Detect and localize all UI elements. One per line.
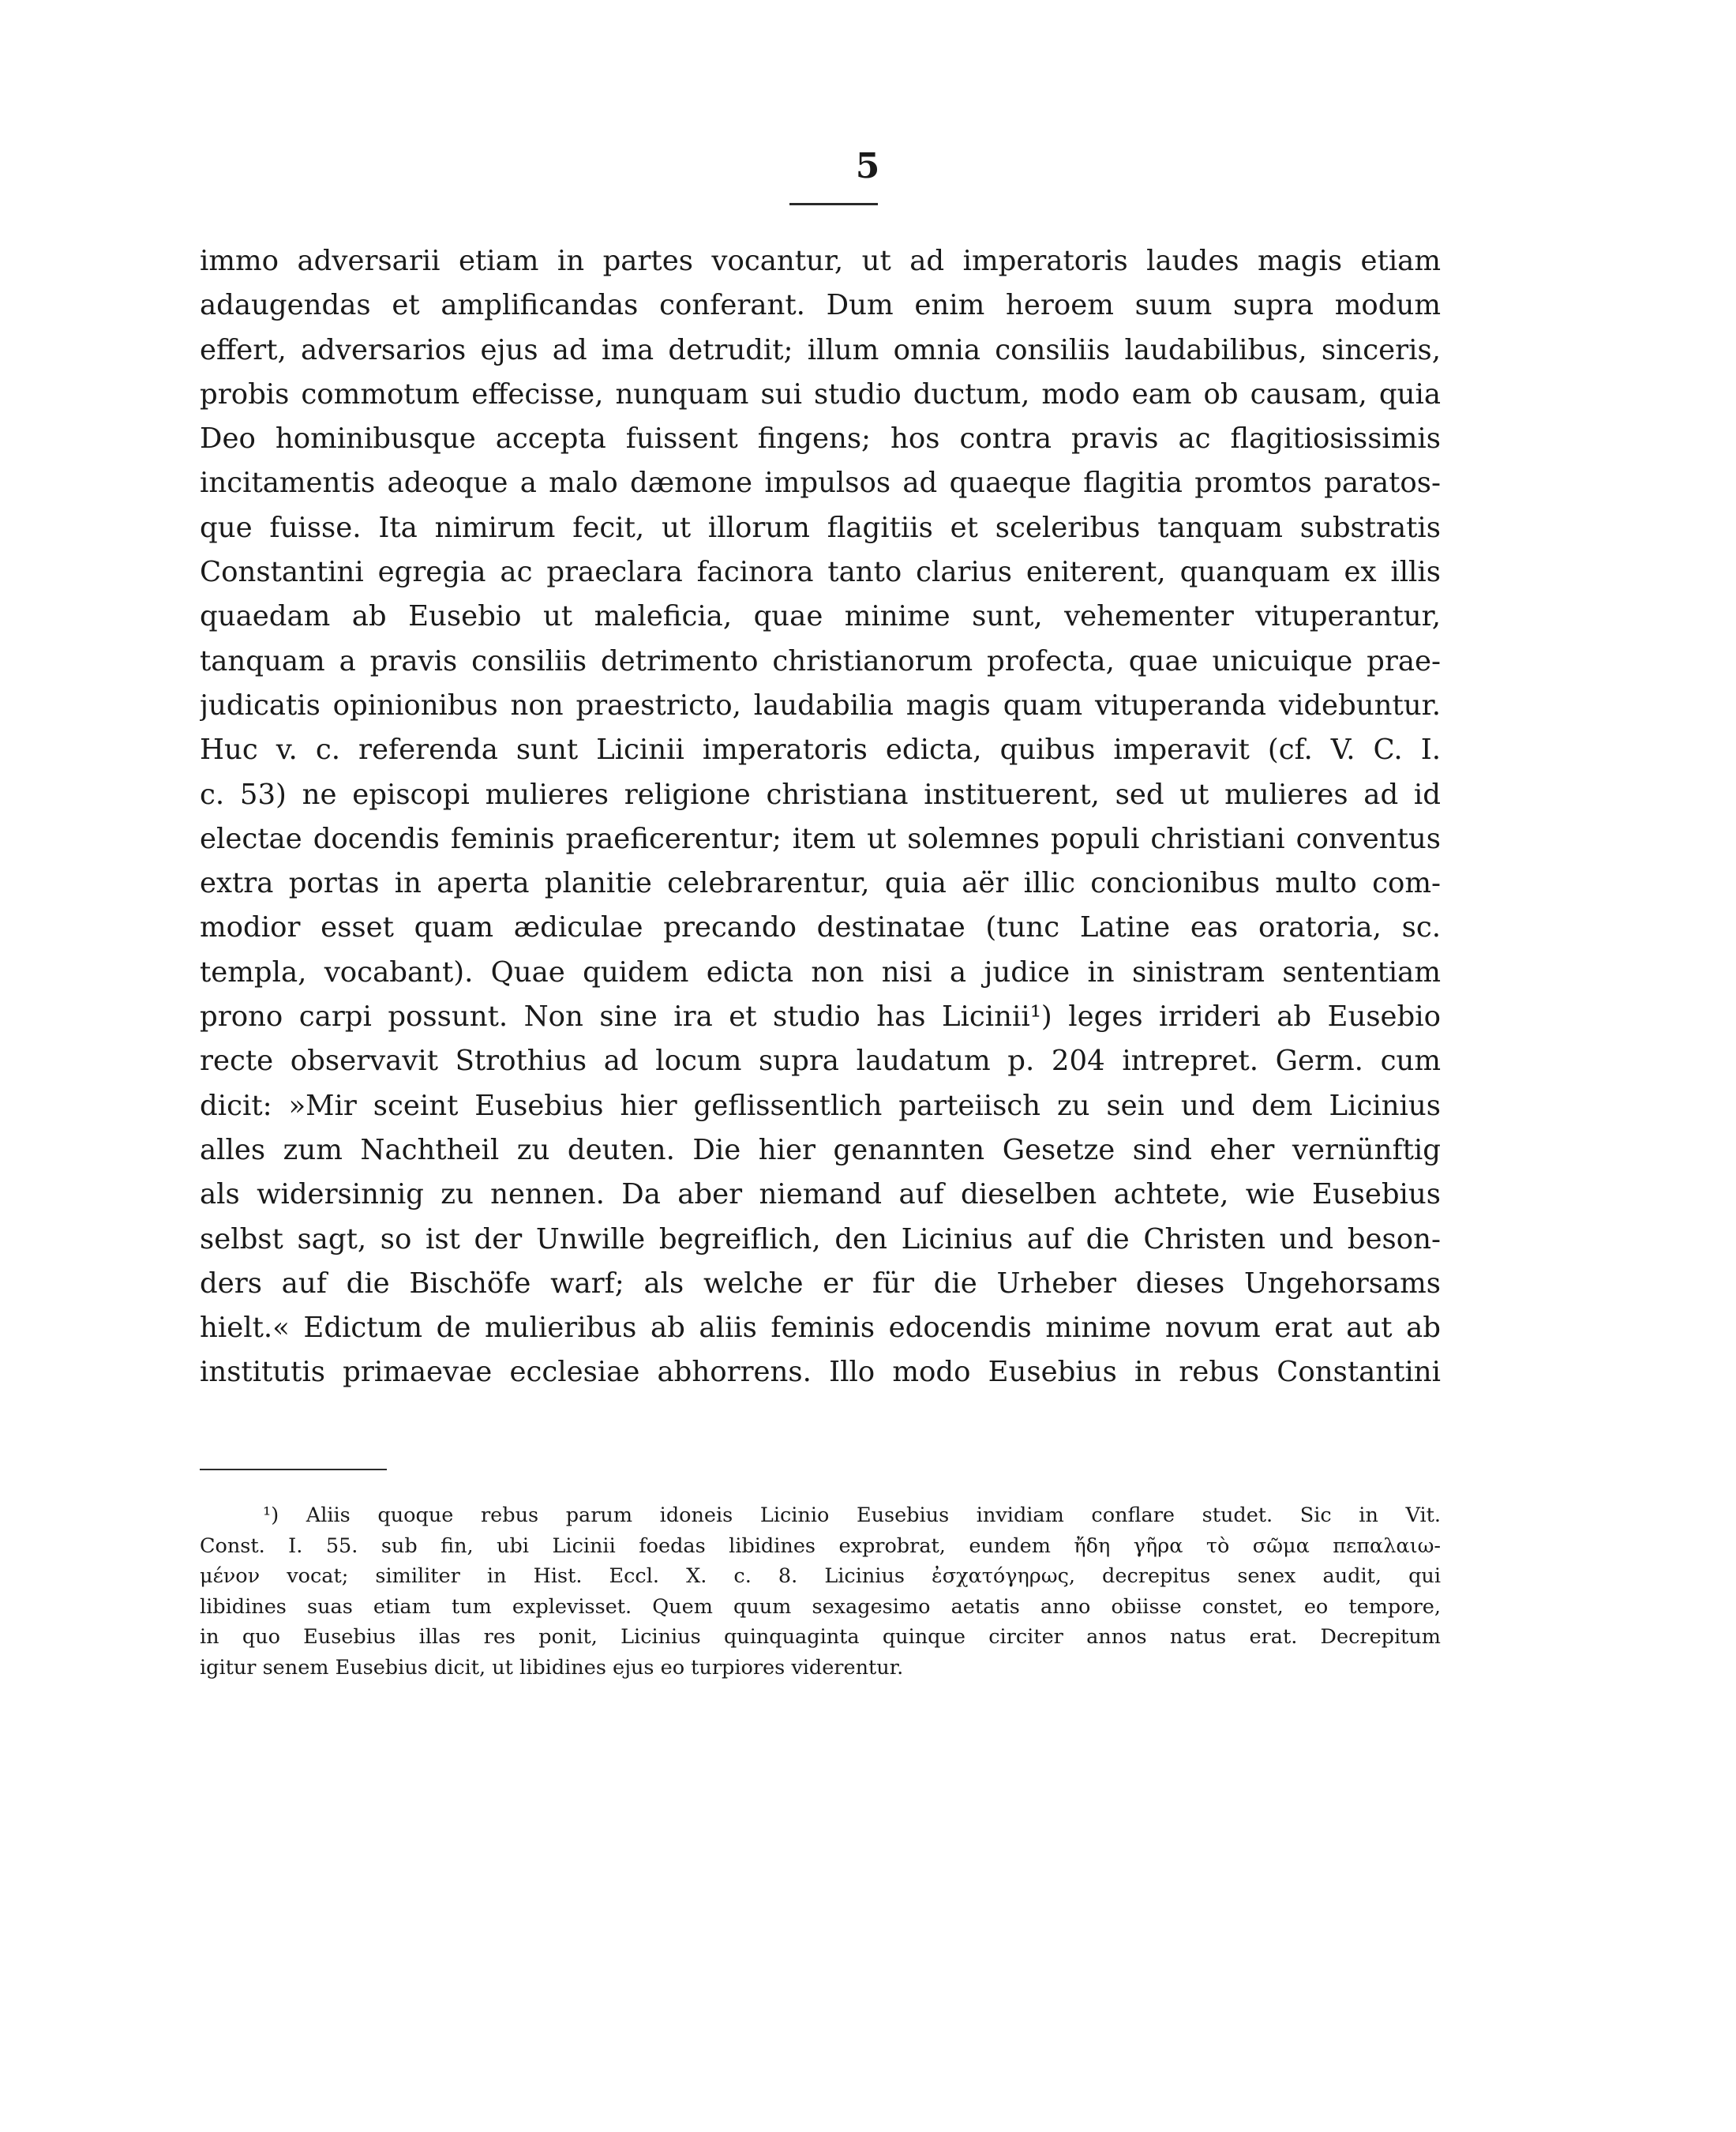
text-line: probis commotum effecisse, nunquam sui studio ductum, modo eam ob causam, quia (200, 377, 1441, 411)
text-line: alles zum Nachtheil zu deuten. Die hier genannten Gesetze sind eher vernünftig (200, 1133, 1441, 1166)
text-line: effert, adversarios ejus ad ima detrudit; illum omnia consiliis laudabilibus, sinceris, (200, 333, 1441, 366)
text-line: selbst sagt, so ist der Unwille begreiflich, den Licinius auf die Christen und beson- (200, 1222, 1441, 1256)
footnote-line: in quo Eusebius illas res ponit, Licinius quinquaginta quinque circiter annos natus erat. Decrepitum (200, 1625, 1441, 1649)
page-number: 5 (855, 146, 881, 186)
text-line: hielt.« Edictum de mulieribus ab aliis feminis edocendis minime novum erat aut ab (200, 1312, 1441, 1345)
text-line: ders auf die Bischöfe warf; als welche er für die Urheber dieses Ungehorsams (200, 1267, 1441, 1300)
text-line: Huc v. c. referenda sunt Licinii imperatoris edicta, quibus imperavit (cf. V. C. I. (200, 734, 1441, 767)
text-line: tanquam a pravis consiliis detrimento christianorum profecta, quae unicuique prae- (200, 644, 1441, 678)
text-line: recte observavit Strothius ad locum supra laudatum p. 204 intrepret. Germ. cum (200, 1045, 1441, 1078)
footnote (200, 1500, 1441, 1683)
header-rule (789, 203, 878, 205)
text-line: institutis primaevae ecclesiae abhorrens. Illo modo Eusebius in rebus Constantini (200, 1356, 1441, 1389)
text-line: immo adversarii etiam in partes vocantur, ut ad imperatoris laudes magis etiam (200, 245, 1441, 277)
footnote-line: Const. I. 55. sub fin, ubi Licinii foedas libidines exprobrat, eundem ἤδη γῆρα τὸ σῶμα πεπαλαιω- (200, 1533, 1441, 1558)
body-text (200, 239, 1441, 1395)
text-line: Deo hominibusque accepta fuissent fingens; hos contra pravis ac flagitiosissimis (200, 422, 1441, 456)
text-line: c. 53) ne episcopi mulieres religione christiana instituerent, sed ut mulieres ad id (200, 778, 1441, 811)
footnote-line: libidines suas etiam tum explevisset. Quem quum sexagesimo aetatis anno obiisse constet, eo tempore, (200, 1594, 1441, 1619)
text-line: judicatis opinionibus non praestricto, laudabilia magis quam vituperanda videbuntur. (200, 689, 1441, 722)
text-line: quaedam ab Eusebio ut maleficia, quae minime sunt, vehementer vituperantur, (200, 600, 1441, 633)
text-line: que fuisse. Ita nimirum fecit, ut illorum flagitiis et sceleribus tanquam substratis (200, 511, 1441, 544)
text-line: als widersinnig zu nennen. Da aber niemand auf dieselben achtete, wie Eusebius (200, 1178, 1441, 1211)
text-line: modior esset quam ædiculae precando destinatae (tunc Latine eas oratoria, sc. (200, 911, 1441, 944)
footnote-line: ¹) Aliis quoque rebus parum idoneis Licinio Eusebius invidiam conflare studet. Sic in Vit. (263, 1503, 1441, 1527)
footnote-rule (200, 1469, 387, 1470)
text-line: electae docendis feminis praeficerentur; item ut solemnes populi christiani conventus (200, 822, 1441, 855)
footnote-line: μένον vocat; similiter in Hist. Eccl. X. c. 8. Licinius ἐσχατόγηρως, decrepitus senex audit, qui (200, 1564, 1441, 1588)
text-line: templa, vocabant). Quae quidem edicta non nisi a judice in sinistram sententiam (200, 955, 1441, 989)
text-line: incitamentis adeoque a malo dæmone impulsos ad quaeque flagitia promtos paratos- (200, 467, 1441, 500)
footnote-line: igitur senem Eusebius dicit, ut libidines ejus eo turpiores viderentur. (200, 1655, 904, 1680)
text-line: extra portas in aperta planitie celebrarentur, quia aër illic concionibus multo com- (200, 867, 1441, 900)
text-line: prono carpi possunt. Non sine ira et studio has Licinii¹) leges irrideri ab Eusebio (200, 1000, 1441, 1034)
text-line: dicit: »Mir sceint Eusebius hier geflissentlich parteiisch zu sein und dem Licinius (200, 1089, 1441, 1122)
text-line: adaugendas et amplificandas conferant. Dum enim heroem suum supra modum (200, 289, 1441, 322)
text-line: Constantini egregia ac praeclara facinora tanto clarius eniterent, quanquam ex illis (200, 556, 1441, 589)
